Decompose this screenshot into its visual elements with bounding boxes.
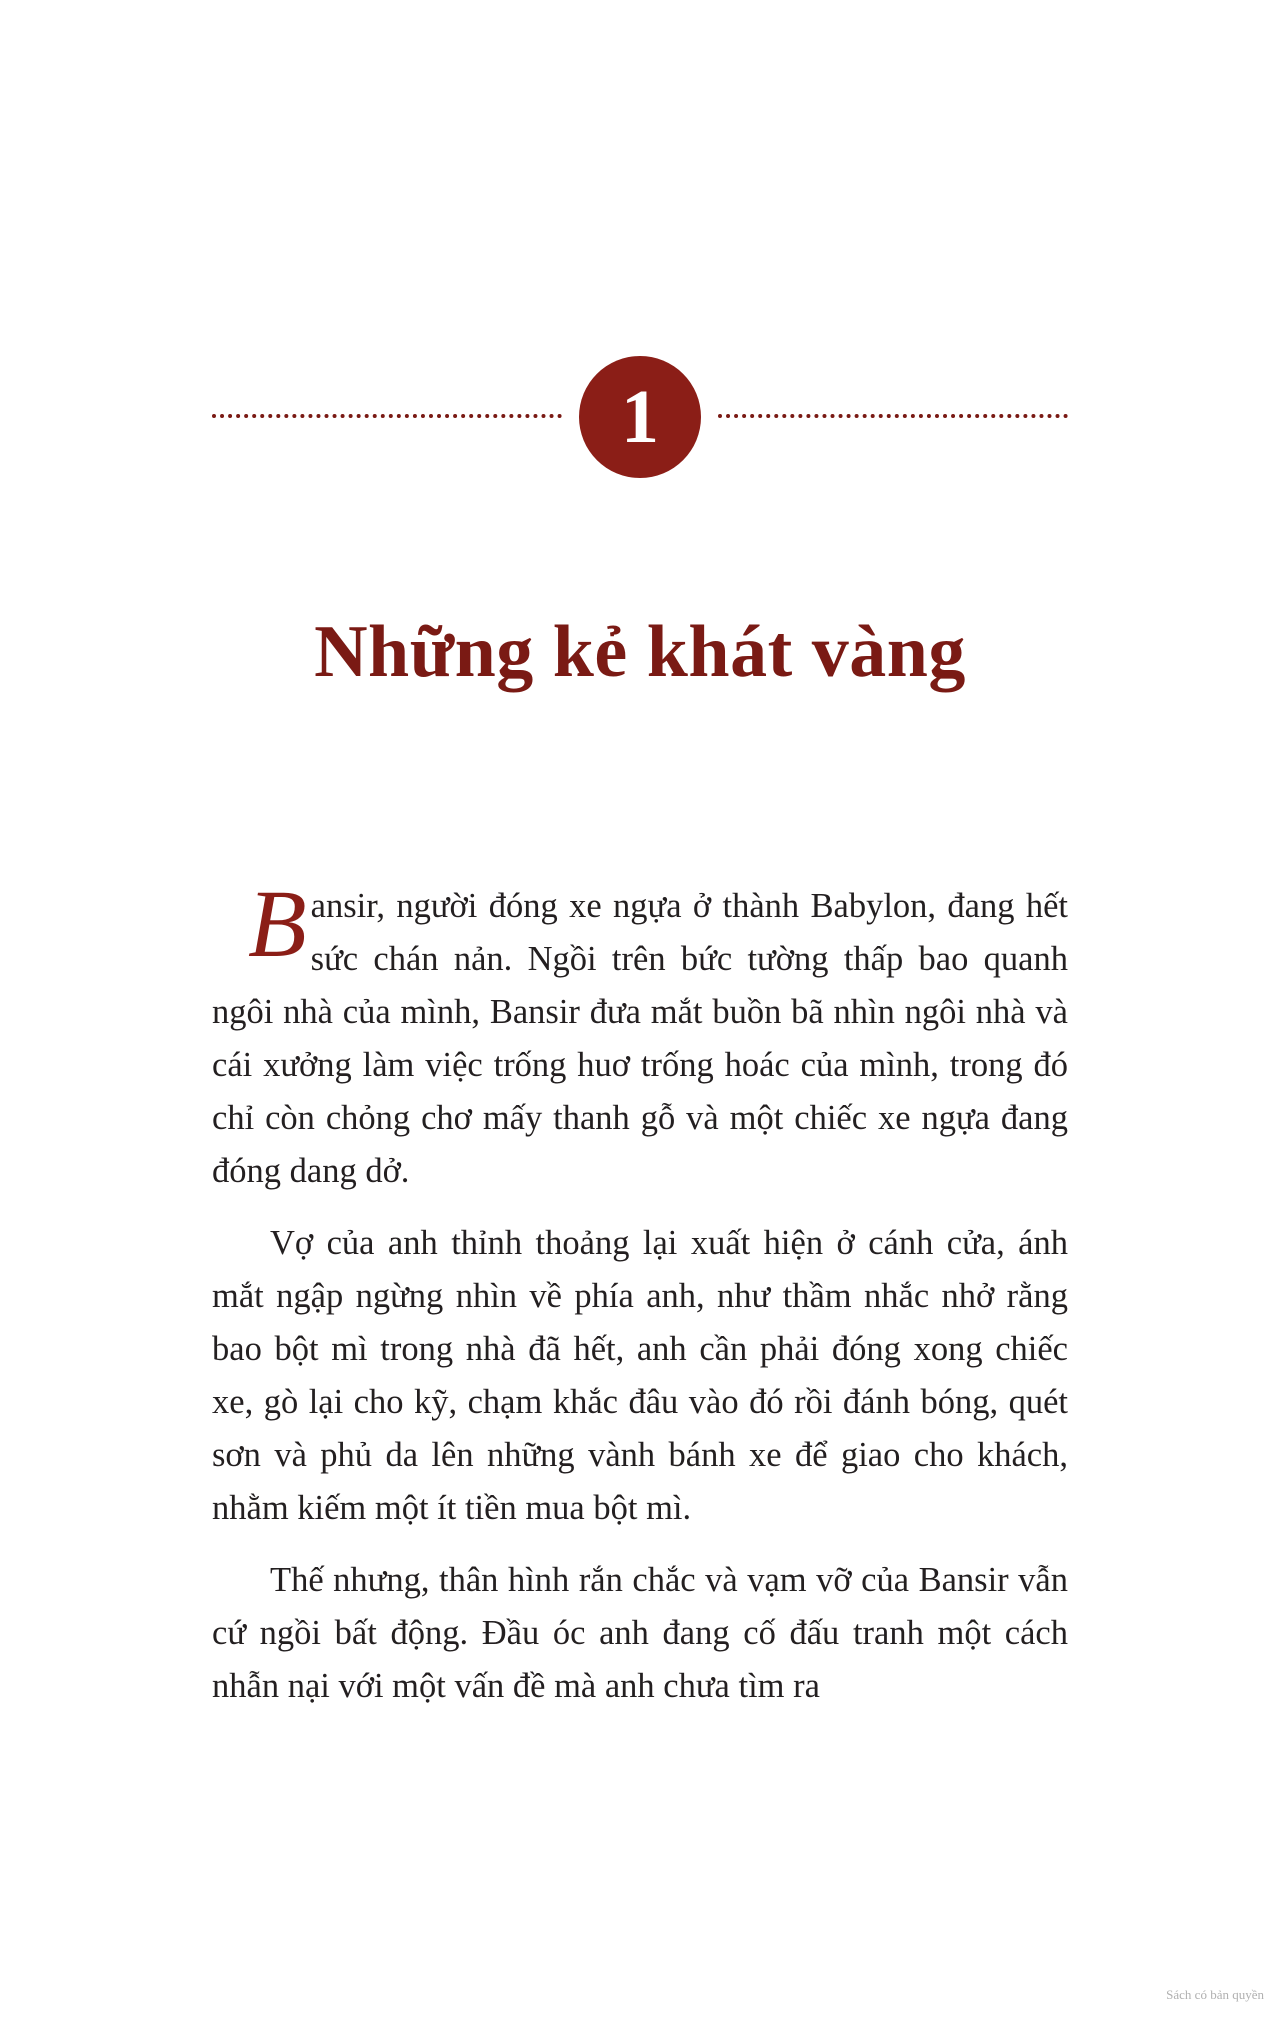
chapter-number-badge: 1 bbox=[579, 356, 701, 478]
dotted-divider-left bbox=[212, 414, 562, 418]
chapter-body bbox=[212, 870, 1068, 1732]
paragraph-1-text: ansir, người đóng xe ngựa ở thành Babylon, đang hết sức chán nản. Ngồi trên bức tường thấp bao quanh ngôi nhà của mình, Bansir đưa mắt buồn bã nhìn ngôi nhà và cái xưởng làm việc trống huơ trống hoác của mình, trong đó chỉ còn chỏng chơ mấy thanh gỗ và một chiếc xe ngựa đang đóng dang dở. bbox=[212, 887, 1068, 1190]
dotted-divider-right bbox=[718, 414, 1068, 418]
paragraph-1 bbox=[212, 870, 1068, 1198]
chapter-marker bbox=[212, 356, 1068, 478]
chapter-title: Những kẻ khát vàng bbox=[314, 611, 966, 693]
paragraph-2: Vợ của anh thỉnh thoảng lại xuất hiện ở cánh cửa, ánh mắt ngập ngừng nhìn về phía anh, như thầm nhắc nhở rằng bao bột mì trong nhà đã hết, anh cần phải đóng xong chiếc xe, gò lại cho kỹ, chạm khắc đâu vào đó rồi đánh bóng, quét sơn và phủ da lên những vành bánh xe để giao cho khách, nhằm kiếm một ít tiền mua bột mì. bbox=[212, 1224, 1068, 1527]
paragraph-3: Thế nhưng, thân hình rắn chắc và vạm vỡ của Bansir vẫn cứ ngồi bất động. Đầu óc anh đang cố đấu tranh một cách nhẫn nại với một vấn đề mà anh chưa tìm ra bbox=[212, 1561, 1068, 1705]
copyright-watermark: Sách có bản quyền bbox=[1166, 1987, 1264, 2002]
drop-cap-letter: B bbox=[248, 870, 307, 977]
